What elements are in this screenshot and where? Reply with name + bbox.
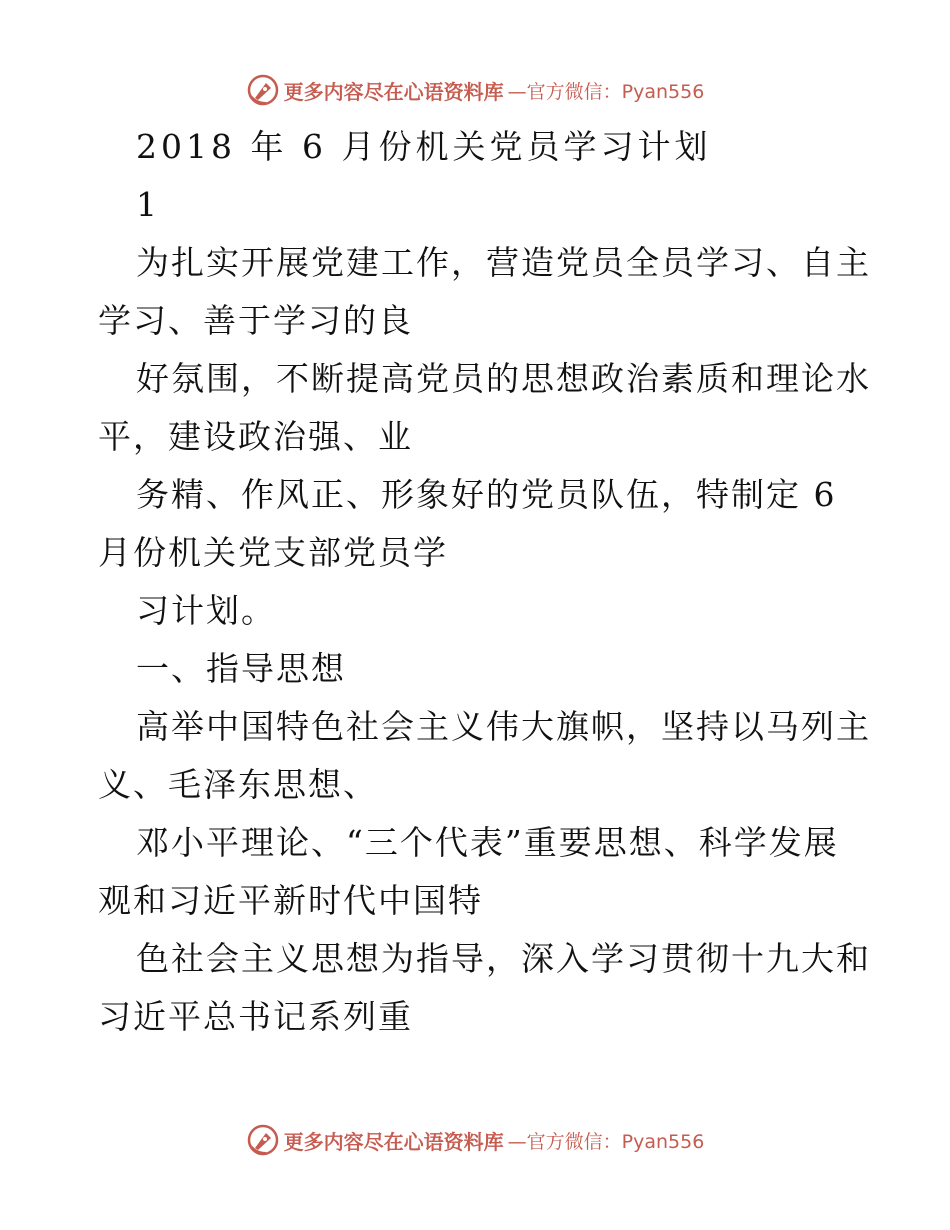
document-body [98,118,871,1046]
document-title: 2018 年 6 月份机关党员学习计划 [136,127,712,166]
paragraph-line: 好氛围，不断提高党员的思想政治素质和理论水 [136,359,871,398]
header-watermark-contact: —官方微信：Pyan556 [507,80,705,103]
paragraph-line: 高举中国特色社会主义伟大旗帜，坚持以马列主 [136,707,871,746]
section-heading: 一、指导思想 [136,649,346,688]
header-watermark-text: 更多内容尽在心语资料库 [283,79,504,104]
footer-watermark-group [246,1123,705,1157]
paragraph-line: 邓小平理论、“三个代表”重要思想、科学发展 [136,823,839,862]
paragraph-line: 务精、作风正、形象好的党员队伍，特制定 6 [136,475,837,514]
paragraph-line: 学习、善于学习的良 [98,301,413,340]
paragraph-line: 为扎实开展党建工作，营造党员全员学习、自主 [136,243,871,282]
footer-watermark [0,1120,950,1160]
footer-watermark-text: 更多内容尽在心语资料库 [283,1129,504,1154]
pen-nib-circle-icon [246,1123,280,1157]
paragraph-line: 习近平总书记系列重 [98,997,413,1036]
pen-nib-circle-icon [246,73,280,107]
paragraph-line: 月份机关党支部党员学 [98,533,448,572]
paragraph-line: 观和习近平新时代中国特 [98,881,483,920]
paragraph-line: 平，建设政治强、业 [98,417,413,456]
paragraph-line: 义、毛泽东思想、 [98,765,378,804]
paragraph-line: 习计划。 [136,591,276,630]
header-watermark-group [246,73,705,107]
header-watermark [0,70,950,110]
footer-watermark-contact: —官方微信：Pyan556 [507,1130,705,1153]
paragraph-line: 色社会主义思想为指导，深入学习贯彻十九大和 [136,939,871,978]
page-number: 1 [136,185,159,224]
